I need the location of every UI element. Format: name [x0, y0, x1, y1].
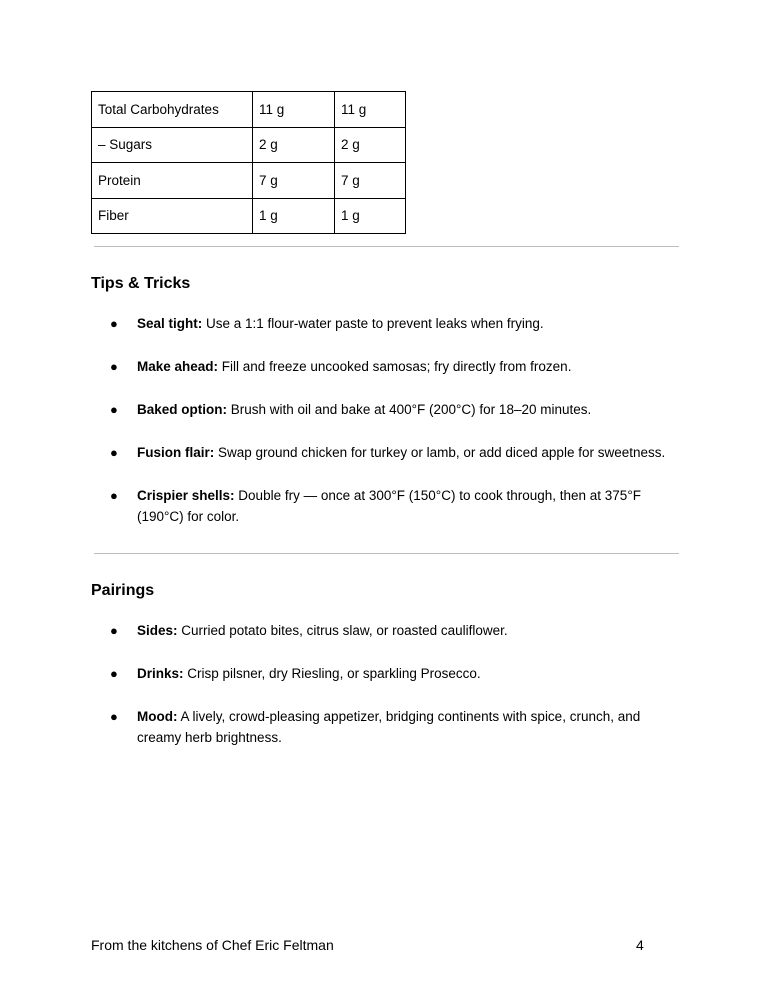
- pairings-list: [110, 620, 690, 748]
- list-item: [110, 620, 690, 641]
- tips-heading: Tips & Tricks: [91, 275, 191, 292]
- bullet-icon: ●: [110, 488, 118, 503]
- nutrient-value: 1 g: [335, 198, 406, 234]
- nutrient-value: 7 g: [253, 163, 335, 199]
- list-item: [110, 485, 655, 527]
- section-divider: [94, 246, 679, 247]
- item-label: Crispier shells:: [137, 488, 235, 503]
- nutrient-name: Protein: [92, 163, 253, 199]
- nutrient-name: Fiber: [92, 198, 253, 234]
- nutrient-value: 2 g: [335, 127, 406, 163]
- section-divider: [94, 553, 679, 554]
- item-label: Seal tight:: [137, 316, 203, 331]
- nutrient-value: 11 g: [253, 92, 335, 128]
- list-item: [110, 399, 690, 420]
- table-row: [92, 92, 406, 128]
- list-item: [110, 442, 690, 463]
- nutrient-value: 11 g: [335, 92, 406, 128]
- item-label: Mood:: [137, 709, 178, 724]
- list-item: [110, 663, 690, 684]
- item-label: Fusion flair:: [137, 445, 215, 460]
- item-label: Drinks:: [137, 666, 184, 681]
- list-item: [110, 356, 690, 377]
- table-row: [92, 198, 406, 234]
- item-text: Double fry — once at 300°F (150°C) to cook through, then at 375°F (190°C) for color.: [137, 488, 641, 524]
- nutrient-value: 1 g: [253, 198, 335, 234]
- item-label: Baked option:: [137, 402, 227, 417]
- footer-credit: From the kitchens of Chef Eric Feltman: [91, 937, 334, 953]
- item-label: Make ahead:: [137, 359, 219, 374]
- bullet-icon: ●: [110, 666, 118, 681]
- item-text: Swap ground chicken for turkey or lamb, or add diced apple for sweetness.: [214, 445, 666, 460]
- bullet-icon: ●: [110, 623, 118, 638]
- table-row: [92, 163, 406, 199]
- nutrient-value: 7 g: [335, 163, 406, 199]
- pairings-heading: Pairings: [91, 582, 155, 599]
- item-text: Use a 1:1 flour-water paste to prevent leaks when frying.: [202, 316, 544, 331]
- item-text: A lively, crowd-pleasing appetizer, bridging continents with spice, crunch, and creamy herb brightness.: [137, 709, 641, 745]
- page-number: 4: [636, 937, 644, 953]
- tips-list: [110, 313, 690, 527]
- bullet-icon: ●: [110, 445, 118, 460]
- list-item: [110, 313, 690, 334]
- bullet-icon: ●: [110, 359, 118, 374]
- nutrient-name: Total Carbohydrates: [92, 92, 253, 128]
- nutrient-name: – Sugars: [92, 127, 253, 163]
- bullet-icon: ●: [110, 402, 118, 417]
- bullet-icon: ●: [110, 709, 118, 724]
- table-row: [92, 127, 406, 163]
- item-text: Curried potato bites, citrus slaw, or roasted cauliflower.: [177, 623, 508, 638]
- item-text: Crisp pilsner, dry Riesling, or sparkling Prosecco.: [183, 666, 481, 681]
- item-label: Sides:: [137, 623, 178, 638]
- item-text: Brush with oil and bake at 400°F (200°C) for 18–20 minutes.: [227, 402, 592, 417]
- nutrient-value: 2 g: [253, 127, 335, 163]
- list-item: [110, 706, 670, 748]
- item-text: Fill and freeze uncooked samosas; fry directly from frozen.: [218, 359, 572, 374]
- bullet-icon: ●: [110, 316, 118, 331]
- nutrition-table: [91, 91, 406, 234]
